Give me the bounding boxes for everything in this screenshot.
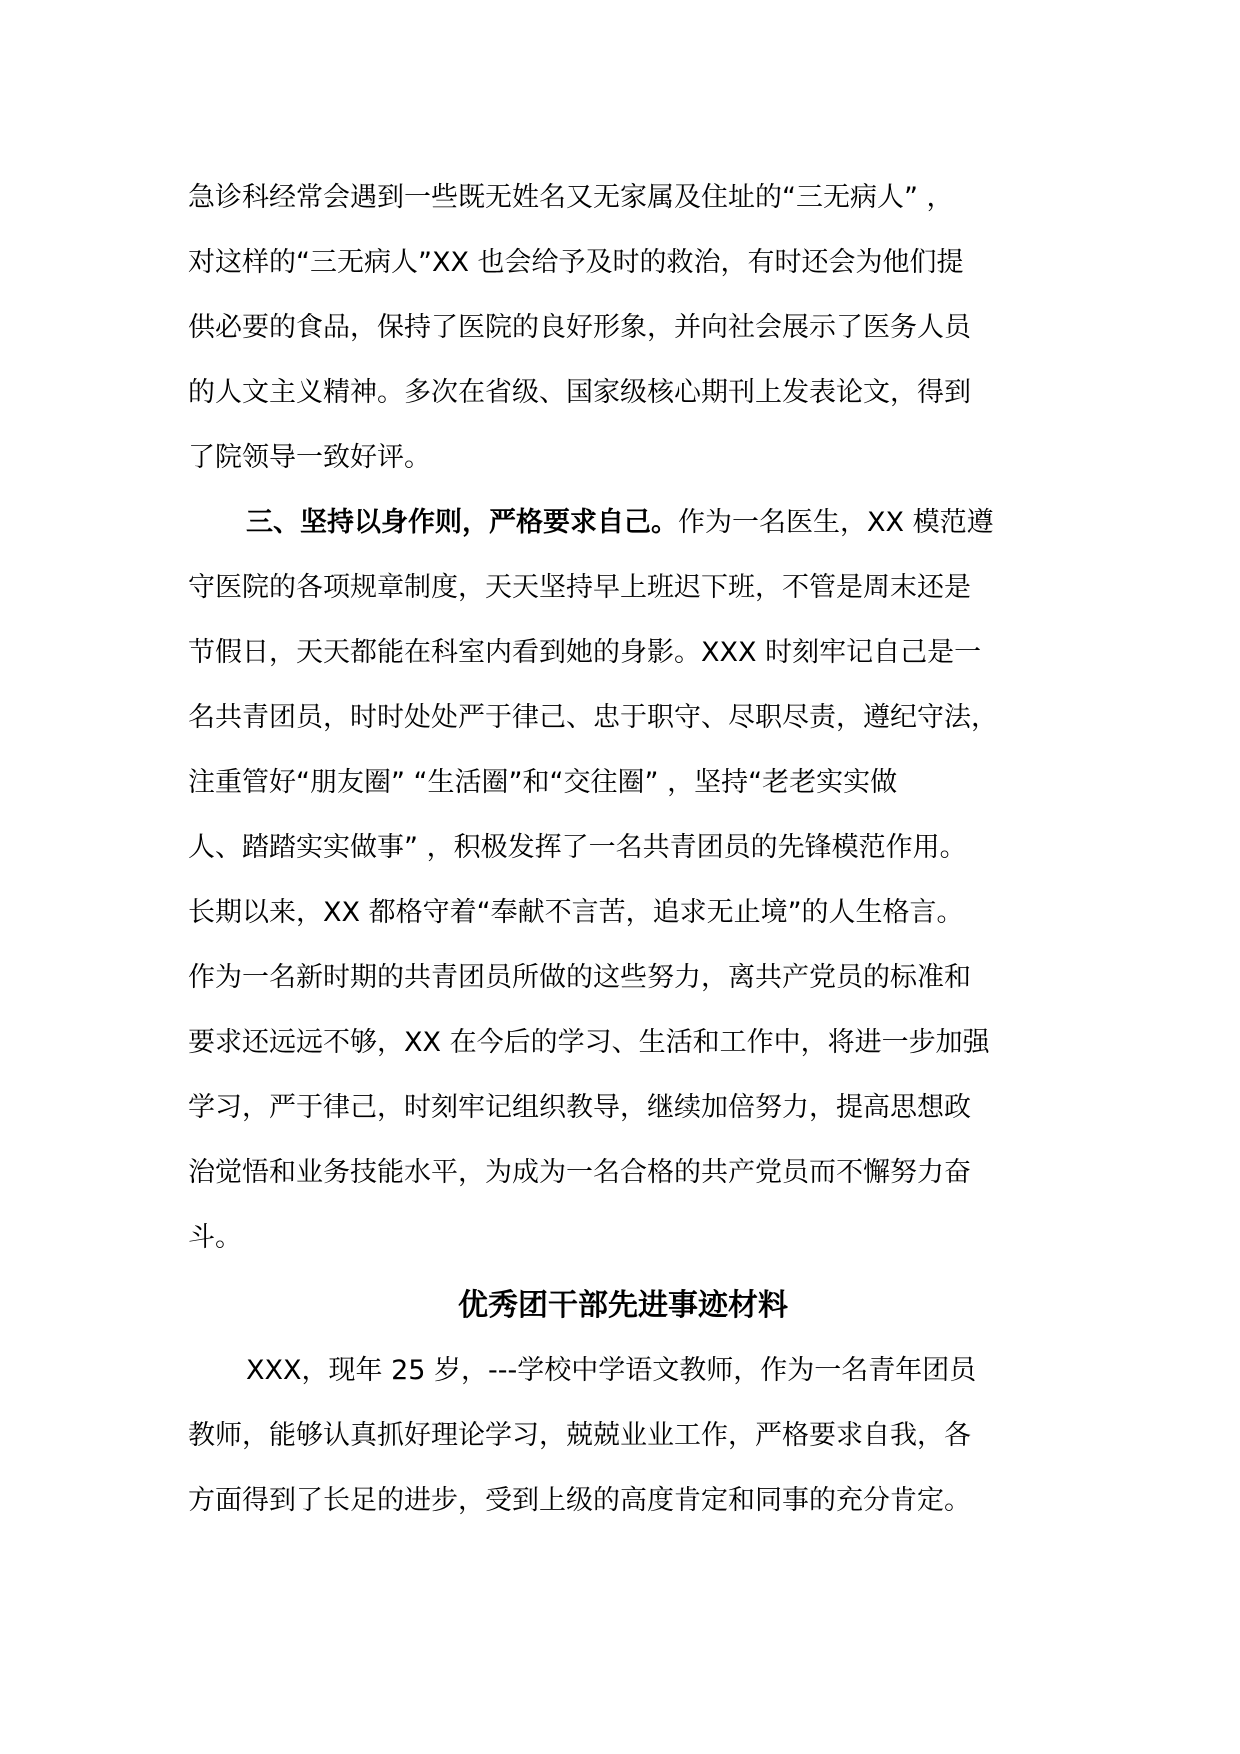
- document-title: 优秀团干部先进事迹材料: [458, 1288, 788, 1323]
- paragraph-3: [188, 1338, 1058, 1533]
- paragraph-line: 人、踏踏实实做事” ，积极发挥了一名共青团员的先锋模范作用。: [188, 832, 967, 863]
- paragraph-line: 方面得到了长足的进步，受到上级的高度肯定和同事的充分肯定。: [188, 1485, 971, 1516]
- paragraph-line: 供必要的食品，保持了医院的良好形象，并向社会展示了医务人员: [188, 312, 971, 343]
- paragraph-line-rest: 作为一名医生，XX 模范遵: [678, 507, 994, 538]
- paragraph-line: 对这样的“三无病人”XX 也会给予及时的救治，有时还会为他们提: [188, 247, 964, 278]
- paragraph-1: [188, 165, 1058, 490]
- paragraph-line: 长期以来，XX 都格守着“奉献不言苦，追求无止境”的人生格言。: [188, 897, 964, 928]
- paragraph-line: 的人文主义精神。多次在省级、国家级核心期刊上发表论文，得到: [188, 377, 971, 408]
- paragraph-2: [188, 490, 1058, 1270]
- section-heading-three: 三、坚持以身作则，严格要求自己。: [246, 507, 678, 538]
- paragraph-line: 注重管好“朋友圈” “生活圈”和“交往圈” ，坚持“老老实实做: [188, 767, 898, 798]
- paragraph-line: 学习，严于律己，时刻牢记组织教导，继续加倍努力，提高思想政: [188, 1092, 971, 1123]
- paragraph-line: 作为一名新时期的共青团员所做的这些努力，离共产党员的标准和: [188, 962, 971, 993]
- paragraph-line: 急诊科经常会遇到一些既无姓名又无家属及住址的“三无病人” ，: [188, 182, 954, 213]
- paragraph-line: 名共青团员，时时处处严于律己、忠于职守、尽职尽责，遵纪守法，: [188, 702, 998, 733]
- paragraph-line: 要求还远远不够，XX 在今后的学习、生活和工作中，将进一步加强: [188, 1027, 990, 1058]
- paragraph-line: 治觉悟和业务技能水平，为成为一名合格的共产党员而不懈努力奋: [188, 1157, 971, 1188]
- paragraph-line: 斗。: [188, 1222, 242, 1253]
- document-page: [188, 165, 1058, 1533]
- paragraph-line: 了院领导一致好评。: [188, 442, 431, 473]
- paragraph-line: 守医院的各项规章制度，天天坚持早上班迟下班，不管是周末还是: [188, 572, 971, 603]
- paragraph-first-line: [188, 490, 1058, 555]
- paragraph-line: 节假日，天天都能在科室内看到她的身影。XXX 时刻牢记自己是一: [188, 637, 982, 668]
- paragraph-first-line: XXX，现年 25 岁，---学校中学语文教师，作为一名青年团员: [246, 1355, 977, 1386]
- paragraph-line: 教师，能够认真抓好理论学习，兢兢业业工作，严格要求自我，各: [188, 1420, 971, 1451]
